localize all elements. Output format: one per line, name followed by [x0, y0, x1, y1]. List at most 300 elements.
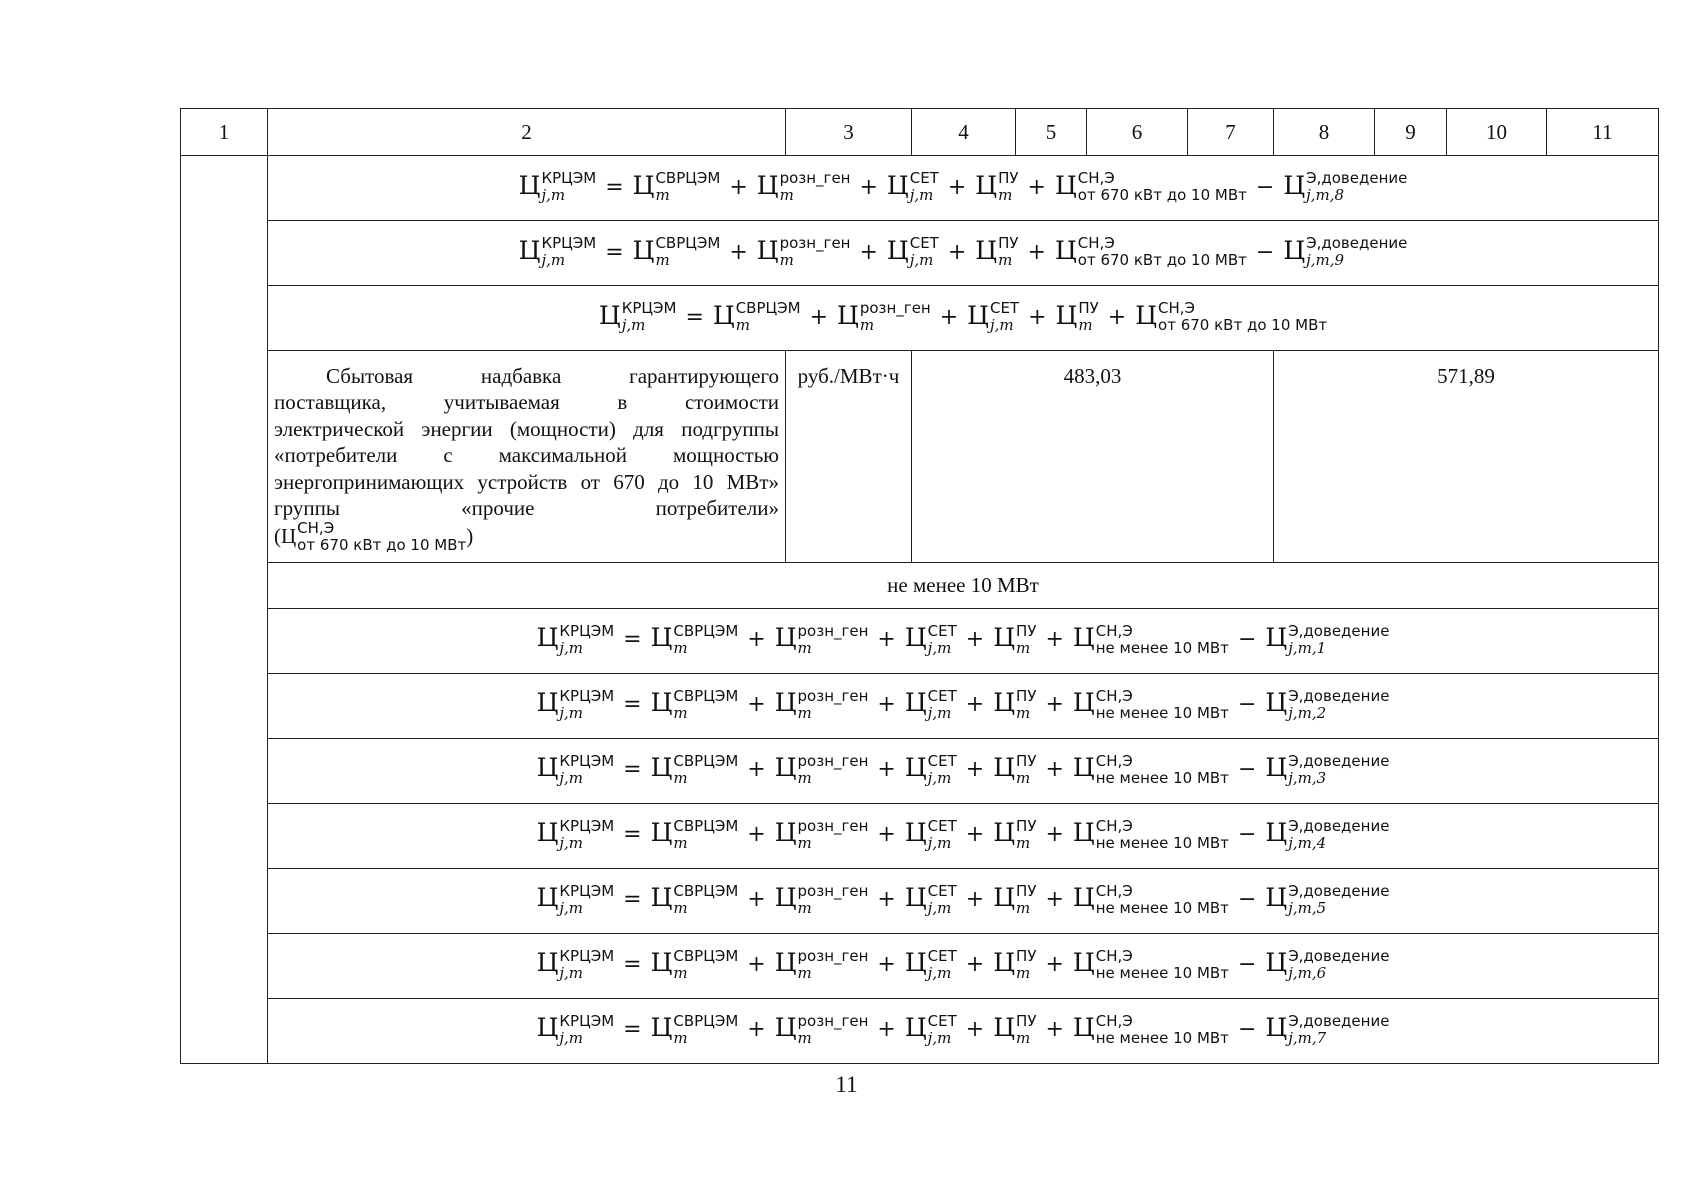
plus-sign: + — [1045, 757, 1064, 783]
svrcem-term-subscript: m — [673, 768, 688, 787]
set-term-subscript: j,m — [909, 186, 934, 204]
price-symbol: Ц — [993, 818, 1016, 848]
price-symbol: Ц — [774, 623, 797, 653]
price-symbol: Ц — [975, 170, 998, 200]
equals-sign: = — [623, 1017, 642, 1043]
col-header-4: 4 — [912, 109, 1016, 156]
minus-sign: − — [1237, 757, 1257, 783]
price-formula — [536, 686, 1390, 722]
symbol-subscript: от 670 кВт до 10 МВт — [297, 535, 467, 554]
dovedenie-term-superscript: Э,доведение — [1288, 816, 1390, 835]
rozn-gen-term-superscript: розн_ген — [797, 816, 869, 835]
sales-markup-term-superscript: СН,Э — [1095, 1011, 1133, 1030]
col-header-5: 5 — [1016, 109, 1087, 156]
pu-term-scripts — [1016, 881, 1037, 917]
price-formula — [536, 946, 1390, 982]
rozn-gen-term-scripts — [780, 236, 851, 268]
svrcem-term-subscript: m — [673, 1028, 688, 1047]
krcem-term-subscript: j,m — [559, 963, 584, 982]
price-symbol: Ц — [1072, 818, 1095, 848]
price-symbol: Ц — [1265, 688, 1288, 718]
krcem-term-scripts — [559, 621, 615, 657]
row-number-cell — [181, 156, 268, 1064]
formula-cell — [268, 608, 1659, 673]
svrcem-term-subscript: m — [655, 251, 670, 269]
set-term — [967, 299, 1020, 334]
pu-term — [993, 816, 1037, 852]
set-term-subscript: j,m — [989, 316, 1014, 334]
equals-sign: = — [605, 239, 624, 265]
sales-markup-term — [1072, 621, 1229, 657]
plus-sign: + — [877, 1017, 896, 1043]
price-symbol: Ц — [1055, 300, 1078, 330]
dovedenie-term-superscript: Э,доведение — [1288, 686, 1390, 705]
svrcem-term — [650, 816, 739, 852]
pu-term-scripts — [1016, 621, 1037, 657]
pu-term — [993, 621, 1037, 657]
sales-markup-term-scripts — [1095, 1011, 1229, 1047]
col-header-6: 6 — [1087, 109, 1188, 156]
plus-sign: + — [877, 757, 896, 783]
price-symbol: Ц — [774, 1013, 797, 1043]
plus-sign: + — [1045, 692, 1064, 718]
formula-row — [181, 673, 1659, 738]
rozn-gen-term-scripts — [860, 301, 931, 333]
plus-sign: + — [747, 952, 766, 978]
price-symbol: Ц — [993, 688, 1016, 718]
dovedenie-term-subscript: j,m,1 — [1288, 638, 1327, 657]
rozn-gen-term — [774, 946, 869, 982]
subgroup-header-row — [181, 562, 1659, 608]
krcem-term-superscript: КРЦЭМ — [559, 751, 615, 770]
plus-sign: + — [747, 757, 766, 783]
pu-term — [993, 881, 1037, 917]
price-symbol: Ц — [774, 688, 797, 718]
svrcem-term-subscript: m — [735, 316, 750, 334]
pu-term-subscript: m — [1016, 963, 1031, 982]
rozn-gen-term-scripts — [797, 751, 869, 787]
price-symbol: Ц — [904, 623, 927, 653]
krcem-term — [536, 881, 615, 917]
price-symbol: Ц — [598, 300, 621, 330]
set-term-subscript: j,m — [927, 963, 952, 982]
plus-sign: + — [1045, 952, 1064, 978]
price-symbol: Ц — [536, 818, 559, 848]
set-term-superscript: СЕТ — [927, 621, 957, 640]
pu-term-superscript: ПУ — [998, 234, 1019, 252]
sales-markup-row — [181, 351, 1659, 563]
pu-term — [993, 1011, 1037, 1047]
price-symbol: Ц — [536, 1013, 559, 1043]
sales-markup-term-subscript: от 670 кВт до 10 МВт — [1077, 186, 1247, 204]
dovedenie-term-subscript: j,m,4 — [1288, 833, 1327, 852]
price-symbol: Ц — [650, 1013, 673, 1043]
formula-cell — [268, 221, 1659, 286]
plus-sign: + — [877, 952, 896, 978]
dovedenie-term — [1265, 686, 1390, 722]
krcem-term-scripts — [541, 171, 596, 203]
dovedenie-term-superscript: Э,доведение — [1306, 234, 1408, 252]
sales-markup-term-superscript: СН,Э — [1095, 621, 1133, 640]
price-symbol: Ц — [712, 300, 735, 330]
set-term-scripts — [910, 171, 939, 203]
col-header-2: 2 — [268, 109, 786, 156]
sales-markup-term-superscript: СН,Э — [1158, 299, 1196, 317]
set-term — [904, 881, 957, 917]
price-symbol: Ц — [993, 883, 1016, 913]
set-term — [886, 169, 939, 204]
set-term-scripts — [927, 881, 957, 917]
price-symbol: Ц — [1265, 948, 1288, 978]
dovedenie-term-scripts — [1288, 881, 1390, 917]
rozn-gen-term — [837, 299, 931, 334]
set-term-subscript: j,m — [927, 768, 952, 787]
pu-term-scripts — [1016, 816, 1037, 852]
equals-sign: = — [623, 757, 642, 783]
description-symbol — [274, 518, 779, 554]
sales-markup-term-scripts — [1078, 236, 1247, 268]
krcem-term-subscript: j,m — [559, 898, 584, 917]
plus-sign: + — [1045, 627, 1064, 653]
krcem-term-subscript: j,m — [541, 251, 566, 269]
price-symbol: Ц — [904, 883, 927, 913]
rozn-gen-term-scripts — [797, 816, 869, 852]
plus-sign: + — [747, 692, 766, 718]
sales-markup-term — [1054, 169, 1247, 204]
set-term — [904, 946, 957, 982]
formula-row — [181, 868, 1659, 933]
dovedenie-term — [1265, 1011, 1390, 1047]
pu-term — [975, 169, 1019, 204]
price-symbol: Ц — [1283, 170, 1306, 200]
rozn-gen-term-scripts — [797, 686, 869, 722]
krcem-term-superscript: КРЦЭМ — [559, 621, 615, 640]
set-term-superscript: СЕТ — [989, 299, 1020, 317]
rozn-gen-term — [774, 751, 869, 787]
krcem-term-superscript: КРЦЭМ — [559, 881, 615, 900]
svrcem-term-superscript: СВРЦЭМ — [673, 1011, 739, 1030]
set-term-scripts — [990, 301, 1019, 333]
price-symbol: Ц — [1072, 753, 1095, 783]
rozn-gen-term-scripts — [797, 946, 869, 982]
price-symbol: Ц — [518, 235, 541, 265]
svrcem-term-superscript: СВРЦЭМ — [673, 946, 739, 965]
svrcem-term — [650, 881, 739, 917]
dovedenie-term — [1265, 881, 1390, 917]
price-symbol: Ц — [1072, 1013, 1095, 1043]
col-header-3: 3 — [786, 109, 912, 156]
price-symbol: Ц — [536, 688, 559, 718]
sales-markup-term — [1072, 686, 1229, 722]
sales-markup-term — [1072, 1011, 1229, 1047]
pu-term — [1055, 299, 1099, 334]
price-symbol: Ц — [536, 948, 559, 978]
krcem-term-superscript: КРЦЭМ — [559, 816, 615, 835]
plus-sign: + — [747, 627, 766, 653]
dovedenie-term — [1283, 169, 1408, 204]
rozn-gen-term-scripts — [797, 881, 869, 917]
krcem-term-scripts — [559, 881, 615, 917]
plus-sign: + — [965, 1017, 985, 1043]
sales-markup-term-subscript: не менее 10 МВт — [1095, 768, 1229, 787]
symbol-scripts — [297, 518, 467, 554]
svrcem-term-scripts — [673, 621, 739, 657]
svrcem-term-scripts — [673, 946, 739, 982]
price-formula — [536, 881, 1390, 917]
sales-markup-term-superscript: СН,Э — [1095, 881, 1133, 900]
price-symbol: Ц — [650, 818, 673, 848]
set-term-subscript: j,m — [927, 638, 952, 657]
svrcem-term-superscript: СВРЦЭМ — [673, 621, 739, 640]
plus-sign: + — [965, 627, 985, 653]
sales-markup-term — [1072, 881, 1229, 917]
price-symbol: Ц — [774, 818, 797, 848]
svrcem-term-superscript: СВРЦЭМ — [673, 881, 739, 900]
formula-row — [181, 933, 1659, 998]
set-term — [904, 1011, 957, 1047]
dovedenie-term-scripts — [1306, 236, 1407, 268]
pu-term-superscript: ПУ — [1016, 621, 1037, 640]
krcem-term-scripts — [559, 816, 615, 852]
pu-term-scripts — [1016, 751, 1037, 787]
price-symbol: Ц — [756, 170, 779, 200]
krcem-term-scripts — [559, 751, 615, 787]
equals-sign: = — [623, 822, 642, 848]
set-term-superscript: СЕТ — [909, 234, 939, 252]
pu-term-scripts — [998, 171, 1018, 203]
set-term-scripts — [927, 1011, 957, 1047]
plus-sign: + — [747, 1017, 766, 1043]
set-term-subscript: j,m — [927, 898, 952, 917]
rozn-gen-term-scripts — [780, 171, 851, 203]
pu-term — [993, 686, 1037, 722]
sales-markup-term-superscript: СН,Э — [1095, 946, 1133, 965]
formula-cell — [268, 803, 1659, 868]
description-line: энергопринимающих устройств от 670 до 10 МВт» — [274, 469, 779, 494]
minus-sign: − — [1237, 692, 1257, 718]
svrcem-term-superscript: СВРЦЭМ — [673, 816, 739, 835]
svrcem-term — [650, 1011, 739, 1047]
sales-markup-term-superscript: СН,Э — [1095, 686, 1133, 705]
pu-term-superscript: ПУ — [1016, 881, 1037, 900]
price-symbol: Ц — [650, 948, 673, 978]
price-symbol: Ц — [1265, 883, 1288, 913]
col-header-9: 9 — [1375, 109, 1447, 156]
svrcem-term-subscript: m — [673, 638, 688, 657]
plus-sign: + — [809, 304, 829, 330]
price-symbol: Ц — [518, 170, 541, 200]
price-symbol: Ц — [1283, 235, 1306, 265]
equals-sign: = — [685, 304, 704, 330]
krcem-term-subscript: j,m — [559, 1028, 584, 1047]
tariff-table — [180, 108, 1659, 1064]
plus-sign: + — [1045, 1017, 1064, 1043]
sales-markup-term-superscript: СН,Э — [1095, 751, 1133, 770]
rozn-gen-term-subscript: m — [779, 251, 794, 269]
plus-sign: + — [1028, 304, 1047, 330]
set-term — [886, 234, 939, 269]
header-row — [181, 109, 1659, 156]
rozn-gen-term-superscript: розн_ген — [797, 686, 869, 705]
pu-term — [993, 751, 1037, 787]
sales-markup-term-subscript: не менее 10 МВт — [1095, 898, 1229, 917]
price-symbol: Ц — [993, 753, 1016, 783]
pu-term-scripts — [1016, 1011, 1037, 1047]
svrcem-term-scripts — [673, 881, 739, 917]
price-formula — [518, 234, 1408, 269]
svrcem-term — [650, 686, 739, 722]
formula-row — [181, 156, 1659, 221]
rozn-gen-term — [774, 881, 869, 917]
krcem-term — [536, 816, 615, 852]
krcem-term — [536, 751, 615, 787]
pu-term — [993, 946, 1037, 982]
price-symbol: Ц — [904, 948, 927, 978]
formula-cell — [268, 933, 1659, 998]
price-symbol: Ц — [650, 753, 673, 783]
formula-row — [181, 803, 1659, 868]
description-line: группы «прочие потребители» — [274, 496, 779, 521]
price-symbol: Ц — [1072, 948, 1095, 978]
set-term-subscript: j,m — [909, 251, 934, 269]
krcem-term-superscript: КРЦЭМ — [559, 1011, 615, 1030]
price-symbol: Ц — [993, 948, 1016, 978]
svrcem-term-scripts — [655, 171, 720, 203]
set-term-scripts — [927, 816, 957, 852]
price-symbol: Ц — [886, 235, 909, 265]
sales-markup-term-subscript: не менее 10 МВт — [1095, 638, 1229, 657]
krcem-term — [536, 1011, 615, 1047]
price-symbol: Ц — [1135, 300, 1158, 330]
formula-cell — [268, 868, 1659, 933]
dovedenie-term-subscript: j,m,5 — [1288, 898, 1327, 917]
rozn-gen-term — [774, 686, 869, 722]
sales-markup-term-scripts — [1095, 686, 1229, 722]
sales-markup-term-subscript: не менее 10 МВт — [1095, 1028, 1229, 1047]
rozn-gen-term-subscript: m — [797, 1028, 812, 1047]
plus-sign: + — [729, 239, 748, 265]
price-symbol: Ц — [993, 623, 1016, 653]
col-header-8: 8 — [1274, 109, 1375, 156]
dovedenie-term-subscript: j,m,6 — [1288, 963, 1327, 982]
dovedenie-term-scripts — [1288, 751, 1390, 787]
svrcem-term-scripts — [673, 751, 739, 787]
dovedenie-term — [1265, 621, 1390, 657]
price-symbol: Ц — [650, 883, 673, 913]
price-symbol: Ц — [1265, 623, 1288, 653]
rozn-gen-term-superscript: розн_ген — [797, 1011, 869, 1030]
price-symbol: Ц — [774, 883, 797, 913]
krcem-term-superscript: КРЦЭМ — [541, 234, 597, 252]
col-header-10: 10 — [1447, 109, 1547, 156]
pu-term-scripts — [1016, 946, 1037, 982]
formula-cell — [268, 998, 1659, 1063]
set-term — [904, 686, 957, 722]
krcem-term-subscript: j,m — [621, 316, 646, 334]
rozn-gen-term-superscript: розн_ген — [797, 881, 869, 900]
sales-markup-term-scripts — [1095, 751, 1229, 787]
formula-cell — [268, 738, 1659, 803]
svrcem-term — [712, 299, 801, 334]
price-symbol: Ц — [975, 235, 998, 265]
dovedenie-term-superscript: Э,доведение — [1288, 751, 1390, 770]
rozn-gen-term-superscript: розн_ген — [797, 621, 869, 640]
set-term — [904, 751, 957, 787]
price-symbol: Ц — [774, 948, 797, 978]
sales-markup-term-subscript: не менее 10 МВт — [1095, 703, 1229, 722]
pu-term-scripts — [1078, 301, 1098, 333]
krcem-term-scripts — [559, 686, 615, 722]
col-header-1: 1 — [181, 109, 268, 156]
rozn-gen-term-subscript: m — [797, 833, 812, 852]
pu-term-subscript: m — [998, 186, 1013, 204]
pu-term-superscript: ПУ — [1016, 816, 1037, 835]
dovedenie-term-scripts — [1306, 171, 1407, 203]
set-term-scripts — [927, 686, 957, 722]
pu-term-superscript: ПУ — [998, 169, 1019, 187]
dovedenie-term-superscript: Э,доведение — [1288, 621, 1390, 640]
plus-sign: + — [965, 822, 985, 848]
price-symbol: Ц — [650, 688, 673, 718]
description-line: поставщика, учитываемая в стоимости — [274, 390, 779, 415]
dovedenie-term-subscript: j,m,3 — [1288, 768, 1327, 787]
unit-cell: руб./МВт·ч — [786, 351, 912, 563]
svrcem-term — [632, 234, 721, 269]
rozn-gen-term — [774, 1011, 869, 1047]
krcem-term — [518, 169, 597, 204]
pu-term-subscript: m — [1016, 638, 1031, 657]
price-formula — [536, 621, 1390, 657]
plus-sign: + — [1045, 887, 1064, 913]
pu-term-superscript: ПУ — [1016, 751, 1037, 770]
set-term-superscript: СЕТ — [927, 816, 957, 835]
price-symbol: Ц — [1265, 818, 1288, 848]
price-formula — [536, 816, 1390, 852]
price-symbol: Ц — [993, 1013, 1016, 1043]
sales-markup-term-superscript: СН,Э — [1095, 816, 1133, 835]
dovedenie-term-superscript: Э,доведение — [1288, 881, 1390, 900]
dovedenie-term-superscript: Э,доведение — [1306, 169, 1408, 187]
svrcem-term-subscript: m — [673, 898, 688, 917]
plus-sign: + — [965, 757, 985, 783]
krcem-term-scripts — [541, 236, 596, 268]
rozn-gen-term-superscript: розн_ген — [779, 169, 851, 187]
formula-cell — [268, 673, 1659, 738]
plus-sign: + — [947, 239, 967, 265]
sales-markup-term-subscript: не менее 10 МВт — [1095, 833, 1229, 852]
pu-term-subscript: m — [1016, 1028, 1031, 1047]
sales-markup-term-subscript: от 670 кВт до 10 МВт — [1158, 316, 1328, 334]
svrcem-term — [632, 169, 721, 204]
formula-cell — [268, 156, 1659, 221]
krcem-term — [598, 299, 677, 334]
price-symbol: Ц — [1265, 753, 1288, 783]
formula-cell — [268, 286, 1659, 351]
rozn-gen-term — [774, 621, 869, 657]
symbol-superscript: СН,Э — [297, 518, 335, 537]
dovedenie-term — [1283, 234, 1408, 269]
rozn-gen-term — [756, 169, 851, 204]
svrcem-term-superscript: СВРЦЭМ — [735, 299, 801, 317]
set-term-superscript: СЕТ — [927, 686, 957, 705]
plus-sign: + — [1027, 174, 1046, 200]
pu-term-scripts — [998, 236, 1018, 268]
set-term-scripts — [927, 751, 957, 787]
price-symbol: Ц — [536, 883, 559, 913]
minus-sign: − — [1255, 239, 1275, 265]
pu-term-subscript: m — [1016, 833, 1031, 852]
krcem-term-subscript: j,m — [559, 703, 584, 722]
